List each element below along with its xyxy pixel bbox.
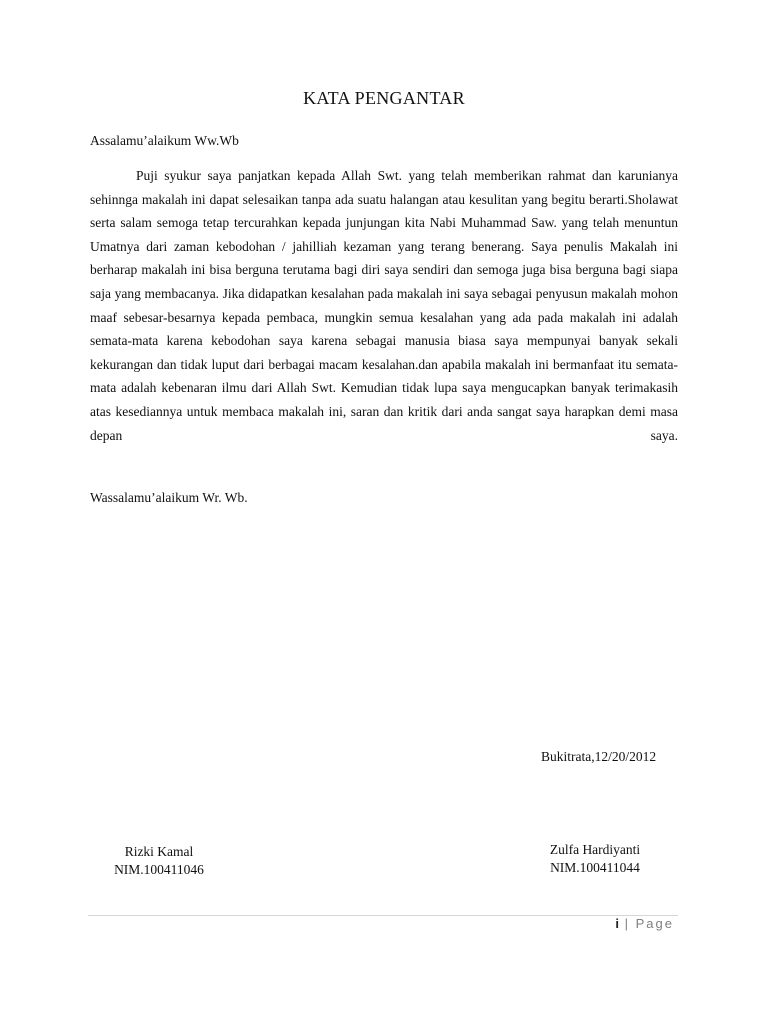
preface-paragraph-text: Puji syukur saya panjatkan kepada Allah Swt. yang telah memberikan rahmat dan karunianya sehinnga makalah ini dapat selesaikan tanpa ada suatu halangan atau kesulitan yang begitu berarti.Sholawat serta salam semoga tetap tercurahkan kepada junjungan kita Nabi Muhammad Saw. yang telah menuntun Umatnya dari zaman kebodohan / jahilliah kezaman yang terang benerang. Saya penulis Makalah ini berharap makalah ini bisa berguna terutama bagi diri saya sendiri dan semoga juga bisa berguna bagi siapa saja yang membacanya. Jika didapatkan kesalahan pada makalah ini saya sebagai penyusun makalah mohon maaf sebesar-besarnya kepada pembaca, mungkin semua kesalahan yang ada pada makalah ini adalah semata-mata karena kebodohan saya karena sebagai manusia biasa saya mempunyai banyak sekali kekurangan dan tidak luput dari berbagai macam kesalahan.dan apabila makalah ini bermanfaat itu semata-mata adalah kebenaran ilmu dari Allah Swt. Kemudian tidak lupa saya mengucapkan banyak terimakasih atas kesediannya untuk membaca makalah ini, saran dan kritik dari anda sangat saya harapkan demi masa depan saya. [90,168,678,443]
signatory-name: Rizki Kamal [124,844,194,859]
preface-paragraph [90,164,678,447]
signature-block-right [540,841,650,877]
page-label: Page [635,916,674,931]
page-separator: | [619,916,636,931]
footer-rule [88,915,678,916]
page-number: i [615,916,620,931]
signature-block-left [100,843,218,879]
signatory-nim: NIM.100411044 [550,860,640,875]
closing: Wassalamu’alaikum Wr. Wb. [90,490,248,505]
place-date: Bukitrata,12/20/2012 [541,749,657,764]
page-footer [615,916,674,931]
signatory-nim: NIM.100411046 [114,862,204,877]
greeting: Assalamu’alaikum Ww.Wb [90,133,239,148]
signatory-name: Zulfa Hardiyanti [549,842,641,857]
page-title: KATA PENGANTAR [303,88,465,108]
